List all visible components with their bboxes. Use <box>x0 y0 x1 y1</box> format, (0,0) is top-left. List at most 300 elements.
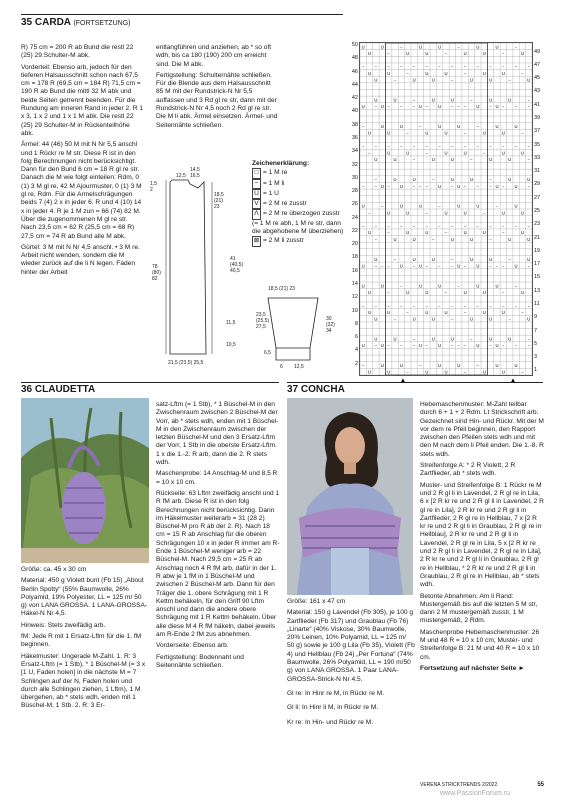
chart-symbol: − <box>387 143 390 149</box>
chart-symbol: − <box>387 104 390 110</box>
section-35-subtitle: (FORTSETZUNG) <box>73 20 131 27</box>
section-35-number: 35 <box>21 17 33 28</box>
chart-symbol: − <box>457 104 460 110</box>
chart-symbol: − <box>368 210 371 216</box>
pattern-paragraph: Häkelmuster: Ungerade M-Zahl. 1. R: 3 Ersatz-Lftm (= 1 Stb), * 1 Büschel-M (= 3 x [1 U, Faden holen] in die nächste M = 7 Schlingen auf der N, Faden holen und durch alle Schlingen ziehen, 1 Lftm), 1 M übergehen, ab * stets wdh, enden mit 1 Büschel-M, 1 Stb. 2. R: 3 Er- <box>21 652 146 710</box>
chart-symbol: U <box>419 263 423 269</box>
chart-symbol: U <box>380 123 384 129</box>
chart-symbol: U <box>514 263 518 269</box>
chart-symbol: − <box>361 183 365 189</box>
stitch-gl-li: Gl li: In Hinr li M, in Rückr re M. <box>287 704 379 712</box>
chart-symbol: U <box>425 309 429 315</box>
chart-symbol: U <box>450 177 454 183</box>
legend-title: Zeichenerklärung: <box>252 160 310 167</box>
chart-symbol: − <box>400 283 403 289</box>
chart-symbol: U <box>469 256 473 262</box>
row-number: 26 <box>351 201 358 208</box>
stitch-paragraph: fM: Jede R mit 1 Ersatz-Lftm für die 1. fM beginnen. <box>21 633 142 649</box>
chart-symbol: − <box>381 263 384 269</box>
chart-symbol: U <box>387 369 391 375</box>
chart-symbol: − <box>527 157 531 163</box>
legend-item <box>252 236 344 246</box>
chart-symbol: − <box>425 64 429 70</box>
size-line: Größe: ca. 45 x 30 cm <box>21 566 87 573</box>
chart-symbol: − <box>502 104 505 110</box>
chart-symbol: U <box>425 289 429 295</box>
chart-symbol: − <box>368 150 371 156</box>
chart-symbol: U <box>425 70 429 76</box>
chart-symbol: U <box>438 363 442 369</box>
paragraph: Vorderteil: Ebenso arb, jedoch für den tieferen Halsausschnitt schon nach 67,5 cm = 178 R (69,5 cm = 184 R) 71,5 cm = 190 R ab Bund die mittl 32 M abk und beide Seiten getrennt beenden. Für die Rundung am inneren Rand in jeder 2. R 1 x 3, 1 x 2 und 1 x 1 M abk. Die restl 22 (25) 29 Schulter-M in Rückenteilhöhe abk. <box>21 63 144 137</box>
paragraph: Rückseite: 63 Lftm zweifädig anschl und 1 R fM arb. Diese R ist in den folg Berechnungen nicht berücksichtig. Dann im Häkelmuster weiterarb = 31 (28 2) Büschel-M pro R ab der 2. R). Nach 18 cm = 15 R ab Anschlag für die oberen Schrägungen 10 x in jeder R immer am R-Ende 1 Büschel-M weniger arb = 22 Büschel-M. Nach 29,5 cm = 25 R ab Anschlag noch 4 R fM arb, dafür in der 1. R abw je 1 fM in 1 Büschel-M und zwischen 2 Büschel-M arb. Dann für den Träger die 1. obere Schrägung mit 1 R Kettm behäkeln, für den Griff 90 Lftm anschl und dann die andere obere Schrägung mit 1 R Kettm behäkeln. Über alle diese M 4 R fM häkeln, dabei jeweils am R-Ende 2 fM zus abnehmen. <box>156 489 280 639</box>
chart-symbol: − <box>393 77 397 83</box>
paragraph: entlangführen und anziehen, ab * so oft wdh, bis ca 180 (190) 200 cm erreicht sind. Die M abk. <box>156 44 272 68</box>
dim-label: 82 <box>152 276 158 282</box>
row-numbers-left <box>346 40 358 374</box>
row-number: 5 <box>534 340 538 347</box>
chart-symbol: − <box>527 64 531 70</box>
chart-symbol: U <box>393 157 397 163</box>
chart-symbol: − <box>387 64 390 70</box>
chart-symbol: U <box>463 289 467 295</box>
chart-symbol: U <box>520 150 524 156</box>
paragraph: Ärmel: 44 (46) 50 M mit N Nr 5,5 anschl und 1 Rückr re M str. Diese R ist in den folg Berechnungen nicht berücksichtigt. Dann für den Bund 6 cm = 18 R gl re str. Danach die M wie folgt einteilen: Rdm, 0 (1) 3 M gl re, 42 M Ajourmuster, 0 (1) 3 M gl re, Rdm. Für die Armelschrägungen beids 7 (4) 2 x in jeder 6. R und 4 (10) 14 x in jeder 4. R je 1 M zun = 66 (74) 82 M. Über die zugenommenen M gl re str. Nach 23,5 cm = 62 R (25,5 cm = 68 R) 27,5 cm = 74 R ab Bund alle M abk. <box>21 141 142 240</box>
claudetta-photo <box>21 398 149 563</box>
chart-symbol: − <box>361 303 365 309</box>
magazine-name: VERENA STRICKTRENDS 2/2022 <box>420 782 498 788</box>
chart-symbol: U <box>457 183 461 189</box>
chart-symbol: − <box>400 343 403 349</box>
chart-symbol: U <box>387 70 391 76</box>
dim-label: 21,5 (23,5) 25,5 <box>168 360 204 366</box>
chart-symbol: U <box>444 130 448 136</box>
chart-symbol: − <box>412 336 416 342</box>
row-number: 17 <box>534 261 541 268</box>
chart-symbol: U <box>438 44 442 50</box>
chart-symbol: − <box>400 143 403 149</box>
row-number: 22 <box>351 227 358 234</box>
chart-symbol: − <box>514 44 518 50</box>
section-35-title: CARDA <box>34 17 71 28</box>
dim-label: (32) <box>326 322 335 328</box>
chart-symbol: − <box>451 143 454 149</box>
chart-symbol: − <box>476 64 480 70</box>
chart-symbol: − <box>438 143 441 149</box>
chart-symbol: − <box>425 150 429 156</box>
chart-symbol: U <box>380 363 384 369</box>
chart-symbol: − <box>502 263 505 269</box>
dim-label: (21) <box>214 198 223 204</box>
row-number: 34 <box>351 148 358 155</box>
row-number: 15 <box>534 274 541 281</box>
chart-symbol: U <box>450 236 454 242</box>
chart-symbol: − <box>463 263 467 269</box>
chart-symbol: U <box>489 316 493 322</box>
chart-symbol: U <box>412 236 416 242</box>
chart-symbol: U <box>469 177 473 183</box>
dim-label: 1,5 <box>150 181 157 187</box>
stitch-kr-re: Kr re: In Hin- und Rückr re M. <box>287 718 374 726</box>
chart-symbol: U <box>419 343 423 349</box>
section-37-header <box>287 382 543 398</box>
material-paragraph: Material: 450 g Violett bunt (Fb 15) „About Berlin Spotty“ (55% Baumwolle, 26% Polyamid, 19% Polyester, LL = 125 m/ 50 g) von LANA GROSSA. 1 LANA-GROSSA-Häkel-N Nr 4,5. <box>21 577 148 618</box>
row-number: 29 <box>534 181 541 188</box>
chart-symbol: − <box>476 183 480 189</box>
chart-symbol: U <box>361 343 365 349</box>
chart-symbol: U <box>368 130 372 136</box>
dim-label: 10,5 <box>226 342 236 348</box>
chart-symbol: − <box>527 104 531 110</box>
row-number: 2 <box>354 360 358 367</box>
row-numbers-right <box>534 40 546 374</box>
chart-symbol: U <box>527 256 531 262</box>
chart-symbol: − <box>502 230 505 236</box>
note-paragraph: Hinweis: Stets zweifädig arb. <box>21 621 106 629</box>
chart-symbol: − <box>374 343 378 349</box>
row-number: 46 <box>351 68 358 75</box>
legend-text: = 2 M re zusstr <box>263 200 307 208</box>
chart-symbol: − <box>451 104 454 110</box>
chart-symbol: − <box>406 309 410 315</box>
chart-symbol: − <box>412 157 416 163</box>
dim-label: 12,5 <box>176 173 186 179</box>
arrow-right-icon: ▲ <box>509 376 517 384</box>
chart-symbol: − <box>400 64 403 70</box>
chart-symbol: U <box>387 130 391 136</box>
row-number: 30 <box>351 174 358 181</box>
chart-symbol: U <box>514 203 518 209</box>
chart-symbol: − <box>489 343 492 349</box>
chart-symbol: − <box>482 210 486 216</box>
chart-symbol: − <box>387 343 390 349</box>
paragraph: Fertigstellung: Bodennaht und Seitennähte schließen. <box>156 653 244 669</box>
chart-symbol: − <box>476 363 480 369</box>
chart-symbol: U <box>431 316 435 322</box>
chart-symbol: U <box>387 309 391 315</box>
dim-label: 30 <box>326 316 332 322</box>
chart-symbol: U <box>527 77 531 83</box>
chart-symbol: − <box>412 97 416 103</box>
paragraph: Maschenprobe Hebemaschenmuster: 26 M und 48 R = 10 x 10 cm; Muster- und Streifenfolge B: 21 M und 40 R = 10 x 10 cm. <box>420 628 540 661</box>
row-number: 28 <box>351 188 358 195</box>
chart-symbol: U <box>514 123 518 129</box>
chart-symbol: − <box>387 303 390 309</box>
chart-symbol: − <box>432 177 435 183</box>
chart-symbol: − <box>393 256 397 262</box>
chart-symbol: − <box>527 97 531 103</box>
chart-symbol: − <box>527 183 531 189</box>
chart-symbol: − <box>381 203 384 209</box>
chart-symbol: U <box>501 309 505 315</box>
chart-symbol: U <box>431 336 435 342</box>
chart-symbol: U <box>501 210 505 216</box>
section-37-column-1 <box>287 598 415 730</box>
row-number: 12 <box>351 294 358 301</box>
chart-symbol: − <box>400 104 403 110</box>
chart-symbol: U <box>520 50 524 56</box>
chart-symbol: − <box>412 303 416 309</box>
chart-symbol: U <box>469 316 473 322</box>
chart-symbol: U <box>495 363 499 369</box>
section-36-title: CLAUDETTA <box>34 384 96 395</box>
dim-label: 12,5 <box>294 364 304 370</box>
chart-symbol: − <box>387 183 390 189</box>
chart-symbol: − <box>527 336 531 342</box>
chart-symbol: − <box>387 50 390 56</box>
chart-symbol: U <box>425 230 429 236</box>
chart-symbol: U <box>425 50 429 56</box>
chart-symbol: U <box>501 369 505 375</box>
chart-symbol: U <box>374 336 378 342</box>
chart-symbol: − <box>393 316 397 322</box>
row-number: 14 <box>351 281 358 288</box>
row-number: 19 <box>534 247 541 254</box>
chart-symbol: − <box>425 263 429 269</box>
chart-symbol: − <box>527 343 531 349</box>
chart-symbol: − <box>438 64 441 70</box>
chart-symbol: U <box>495 283 499 289</box>
chart-symbol: U <box>438 183 442 189</box>
chart-symbol: − <box>470 97 473 103</box>
chart-symbol: − <box>412 64 416 70</box>
chart-symbol: U <box>368 50 372 56</box>
legend-symbol: Λ <box>252 209 261 219</box>
chart-symbol: − <box>387 230 390 236</box>
chart-symbol: U <box>508 336 512 342</box>
paragraph: Gürtel: 3 M mit N Nr 4,5 anschl. • 3 M re. Arbeit nicht wenden, sondern die M wieder zurück auf die li N legen. Faden hinter der Arbeit <box>21 243 140 276</box>
sleeve-outline <box>268 298 318 360</box>
chart-symbol: U <box>412 177 416 183</box>
row-number: 7 <box>534 327 538 334</box>
dim-label: 2 <box>150 187 153 193</box>
chart-symbol: U <box>431 97 435 103</box>
chart-symbol: U <box>482 70 486 76</box>
dim-label: 16,5 <box>190 173 200 179</box>
chart-symbol: U <box>444 70 448 76</box>
dim-label: 34 <box>326 328 332 334</box>
chart-symbol: U <box>393 236 397 242</box>
chart-symbol: − <box>361 123 365 129</box>
chart-symbol: U <box>501 150 505 156</box>
chart-symbol: − <box>514 343 518 349</box>
chart-symbol: U <box>399 263 403 269</box>
chart-symbol: − <box>419 363 422 369</box>
section-36-header <box>21 382 279 398</box>
chart-symbol: − <box>514 64 518 70</box>
row-number: 4 <box>354 347 358 354</box>
chart-symbol: − <box>463 64 467 70</box>
chart-symbol: U <box>374 77 378 83</box>
chart-symbol: U <box>495 183 499 189</box>
row-number: 45 <box>534 75 541 82</box>
chart-symbol: − <box>463 303 467 309</box>
chart-symbol: − <box>502 183 505 189</box>
row-number: 40 <box>351 108 358 115</box>
chart-symbol: − <box>361 143 365 149</box>
chart-symbol: U <box>374 256 378 262</box>
section-36-column-2 <box>156 401 280 673</box>
row-number: 35 <box>534 141 541 148</box>
chart-symbol: − <box>451 316 454 322</box>
dim-label: 40,5 <box>230 268 240 274</box>
chart-symbol: U <box>368 289 372 295</box>
chart-symbol: U <box>431 157 435 163</box>
chart-symbol: U <box>489 77 493 83</box>
chart-symbol: U <box>527 316 531 322</box>
chart-symbol: − <box>502 289 505 295</box>
chart-symbol: U <box>469 236 473 242</box>
chart-symbol: − <box>425 183 429 189</box>
chart-symbol: − <box>444 50 448 56</box>
row-number: 6 <box>354 334 358 341</box>
chart-symbol: U <box>406 230 410 236</box>
chart-symbol: − <box>451 343 454 349</box>
knitting-chart <box>346 40 544 382</box>
legend-symbol: □ <box>252 168 261 178</box>
chart-symbol: − <box>521 309 524 315</box>
section-37-title: CONCHA <box>300 384 345 395</box>
legend-symbol: ⊠ <box>252 236 261 246</box>
chart-symbol: − <box>400 223 403 229</box>
chart-symbol: − <box>444 230 448 236</box>
chart-symbol: − <box>463 143 467 149</box>
chart-symbol: − <box>451 263 454 269</box>
chart-symbol: − <box>489 143 492 149</box>
chart-symbol: U <box>399 183 403 189</box>
row-number: 13 <box>534 287 541 294</box>
chart-symbol: − <box>457 283 460 289</box>
paragraph: R) 75 cm = 200 R ab Bund die restl 22 (25) 29.Schulter-M abk. <box>21 44 134 60</box>
chart-symbol: − <box>463 309 467 315</box>
chart-symbol: U <box>361 283 365 289</box>
chart-symbol: − <box>412 143 416 149</box>
section-35-column-1 <box>21 44 144 280</box>
legend-symbol: − <box>252 179 261 189</box>
chart-symbol: U <box>520 210 524 216</box>
chart-symbol: − <box>489 223 492 229</box>
chart-symbol: − <box>502 223 505 229</box>
chart-symbol: − <box>502 143 505 149</box>
chart-symbol: − <box>451 223 454 229</box>
chart-symbol: U <box>463 210 467 216</box>
chart-symbol: U <box>463 50 467 56</box>
chart-symbol: − <box>425 104 429 110</box>
chart-symbol: U <box>457 203 461 209</box>
chart-symbol: U <box>482 130 486 136</box>
chart-symbol: − <box>406 369 410 375</box>
chart-symbol: − <box>463 369 467 375</box>
chart-symbol: − <box>521 369 524 375</box>
paragraph: Muster- und Streifenfolge B: 1 Rückr re M und 2 R gl li in Lavendel, 2 R gl re in Lila, 6 x [2 R kr re und 2 R gl li in Lavendel, 2 R gl re in Lila], 2 R kr re und 2 R gl li in Zartflieder, 2 R gl re in Hellblau, 7 x [2 R kr re und 2 R gl li in Graublau, 2 R gl re in Hellblau], 2 R kr re und 2 R gl li in Lavendel, 2 R gl re in Lila, 5 x [2 R kr re und 2 R gl li in Lavendel, 2 R gl re in Lila], 2 R kr re und 2 R gl li in Graublau, 2 R gl re in Hellblau, * 2 R kr re und 2 R gl li in Graublau, 2 R gl re in Hellblau, ab * stets wdh. <box>420 481 544 589</box>
chart-symbol: − <box>400 44 403 50</box>
chart-symbol: U <box>495 104 499 110</box>
chart-symbol: U <box>361 104 365 110</box>
dim-label: 78 <box>152 264 158 270</box>
chart-symbol: U <box>425 130 429 136</box>
chart-symbol: U <box>438 343 442 349</box>
row-number: 18 <box>351 254 358 261</box>
chart-symbol: − <box>463 223 467 229</box>
section-35-header <box>21 14 343 33</box>
chart-symbol: U <box>387 150 391 156</box>
chart-symbol: U <box>495 343 499 349</box>
chart-symbol: U <box>399 363 403 369</box>
chart-symbol: − <box>489 183 492 189</box>
dim-label: 6,5 <box>264 350 271 356</box>
chart-symbol: U <box>501 70 505 76</box>
chart-symbol: U <box>482 50 486 56</box>
chart-symbol: − <box>495 263 499 269</box>
section-37-column-2 <box>420 401 544 676</box>
chart-symbol: − <box>527 303 531 309</box>
chart-symbol: U <box>482 309 486 315</box>
chart-grid <box>359 42 533 376</box>
legend-item <box>252 168 344 178</box>
chart-symbol: U <box>387 210 391 216</box>
chart-symbol: − <box>495 203 499 209</box>
chart-symbol: U <box>406 289 410 295</box>
chart-symbol: U <box>380 343 384 349</box>
chart-symbol: − <box>489 177 492 183</box>
chart-symbol: U <box>527 236 531 242</box>
chart-symbol: U <box>406 50 410 56</box>
chart-symbol: − <box>463 183 467 189</box>
chart-symbol: U <box>476 283 480 289</box>
chart-symbol: U <box>508 97 512 103</box>
row-number: 32 <box>351 161 358 168</box>
row-number: 10 <box>351 307 358 314</box>
chart-symbol: U <box>419 104 423 110</box>
paragraph: Fertigstellung: Schulternähte schließen. Für die Blende aus dem Halsausschnitt 85 M mit der Rundstrick-N Nr 5,5 auffassen und 3 Rd gl re str, dann mit der Rundstrick-N Nr 4,5 noch 2 Rd gl re str. Die M li abk. Ärmel einsetzen. Ärmel- und Seitennähte schließen. <box>156 71 278 129</box>
chart-symbol: − <box>451 303 454 309</box>
arrow-left-icon: ▲ <box>399 376 407 384</box>
chart-symbol: U <box>482 230 486 236</box>
chart-symbol: − <box>387 263 390 269</box>
legend-text: = 1 U <box>263 189 279 197</box>
section-36-number: 36 <box>21 384 33 395</box>
chart-symbol: − <box>419 183 422 189</box>
row-number: 16 <box>351 267 358 274</box>
chart-symbol: U <box>368 70 372 76</box>
chart-symbol: U <box>476 104 480 110</box>
chart-symbol: U <box>450 157 454 163</box>
chart-symbol: − <box>361 64 365 70</box>
chart-symbol: U <box>489 336 493 342</box>
chart-symbol: − <box>419 123 422 129</box>
chart-symbol: U <box>399 203 403 209</box>
material-paragraph: Material: 150 g Lavendel (Fb 305), je 100 g Zartflieder (Fb 317) und Graublau (Fb 76) „Linarte“ (40% Viskose, 30% Baumwolle, 20% Leinen, 10% Polyamid, LL = 125 m/ 50 g) sowie je 100 g Lila (Fb 35), Violett (Fb 4) und Hellblau (Fb 24) „Per Fortuna“ (74% Baumwolle, 26% Polyamid, LL = 190 m/50 g) von LANA GROSSA. 1 Paar LANA-GROSSA-Strick-N Nr 4,5. <box>287 609 415 683</box>
row-number: 23 <box>534 221 541 228</box>
section-37-number: 37 <box>287 384 299 395</box>
chart-symbol: U <box>476 263 480 269</box>
chart-symbol: − <box>457 343 460 349</box>
chart-symbol: U <box>419 44 423 50</box>
concha-photo <box>287 398 413 595</box>
chart-symbol: U <box>368 369 372 375</box>
chart-symbol: U <box>406 150 410 156</box>
paragraph: Betonte Abnahmen: Am li Rand: Mustergemäß bis auf die letzten 5 M str, dann 2 M mustergemäß zusstr, 1 M mustergemäß, 2 Rdm. <box>420 592 538 625</box>
chart-symbol: U <box>450 97 454 103</box>
chart-symbol: U <box>444 150 448 156</box>
chart-symbol: − <box>476 303 480 309</box>
row-number: 9 <box>534 314 538 321</box>
chart-symbol: − <box>425 210 429 216</box>
chart-symbol: U <box>412 316 416 322</box>
row-number: 49 <box>534 48 541 55</box>
dim-label: 11,5 <box>226 320 236 326</box>
paragraph: Vorderseite: Ebenso arb. <box>156 642 229 650</box>
symbol-legend <box>252 160 344 247</box>
